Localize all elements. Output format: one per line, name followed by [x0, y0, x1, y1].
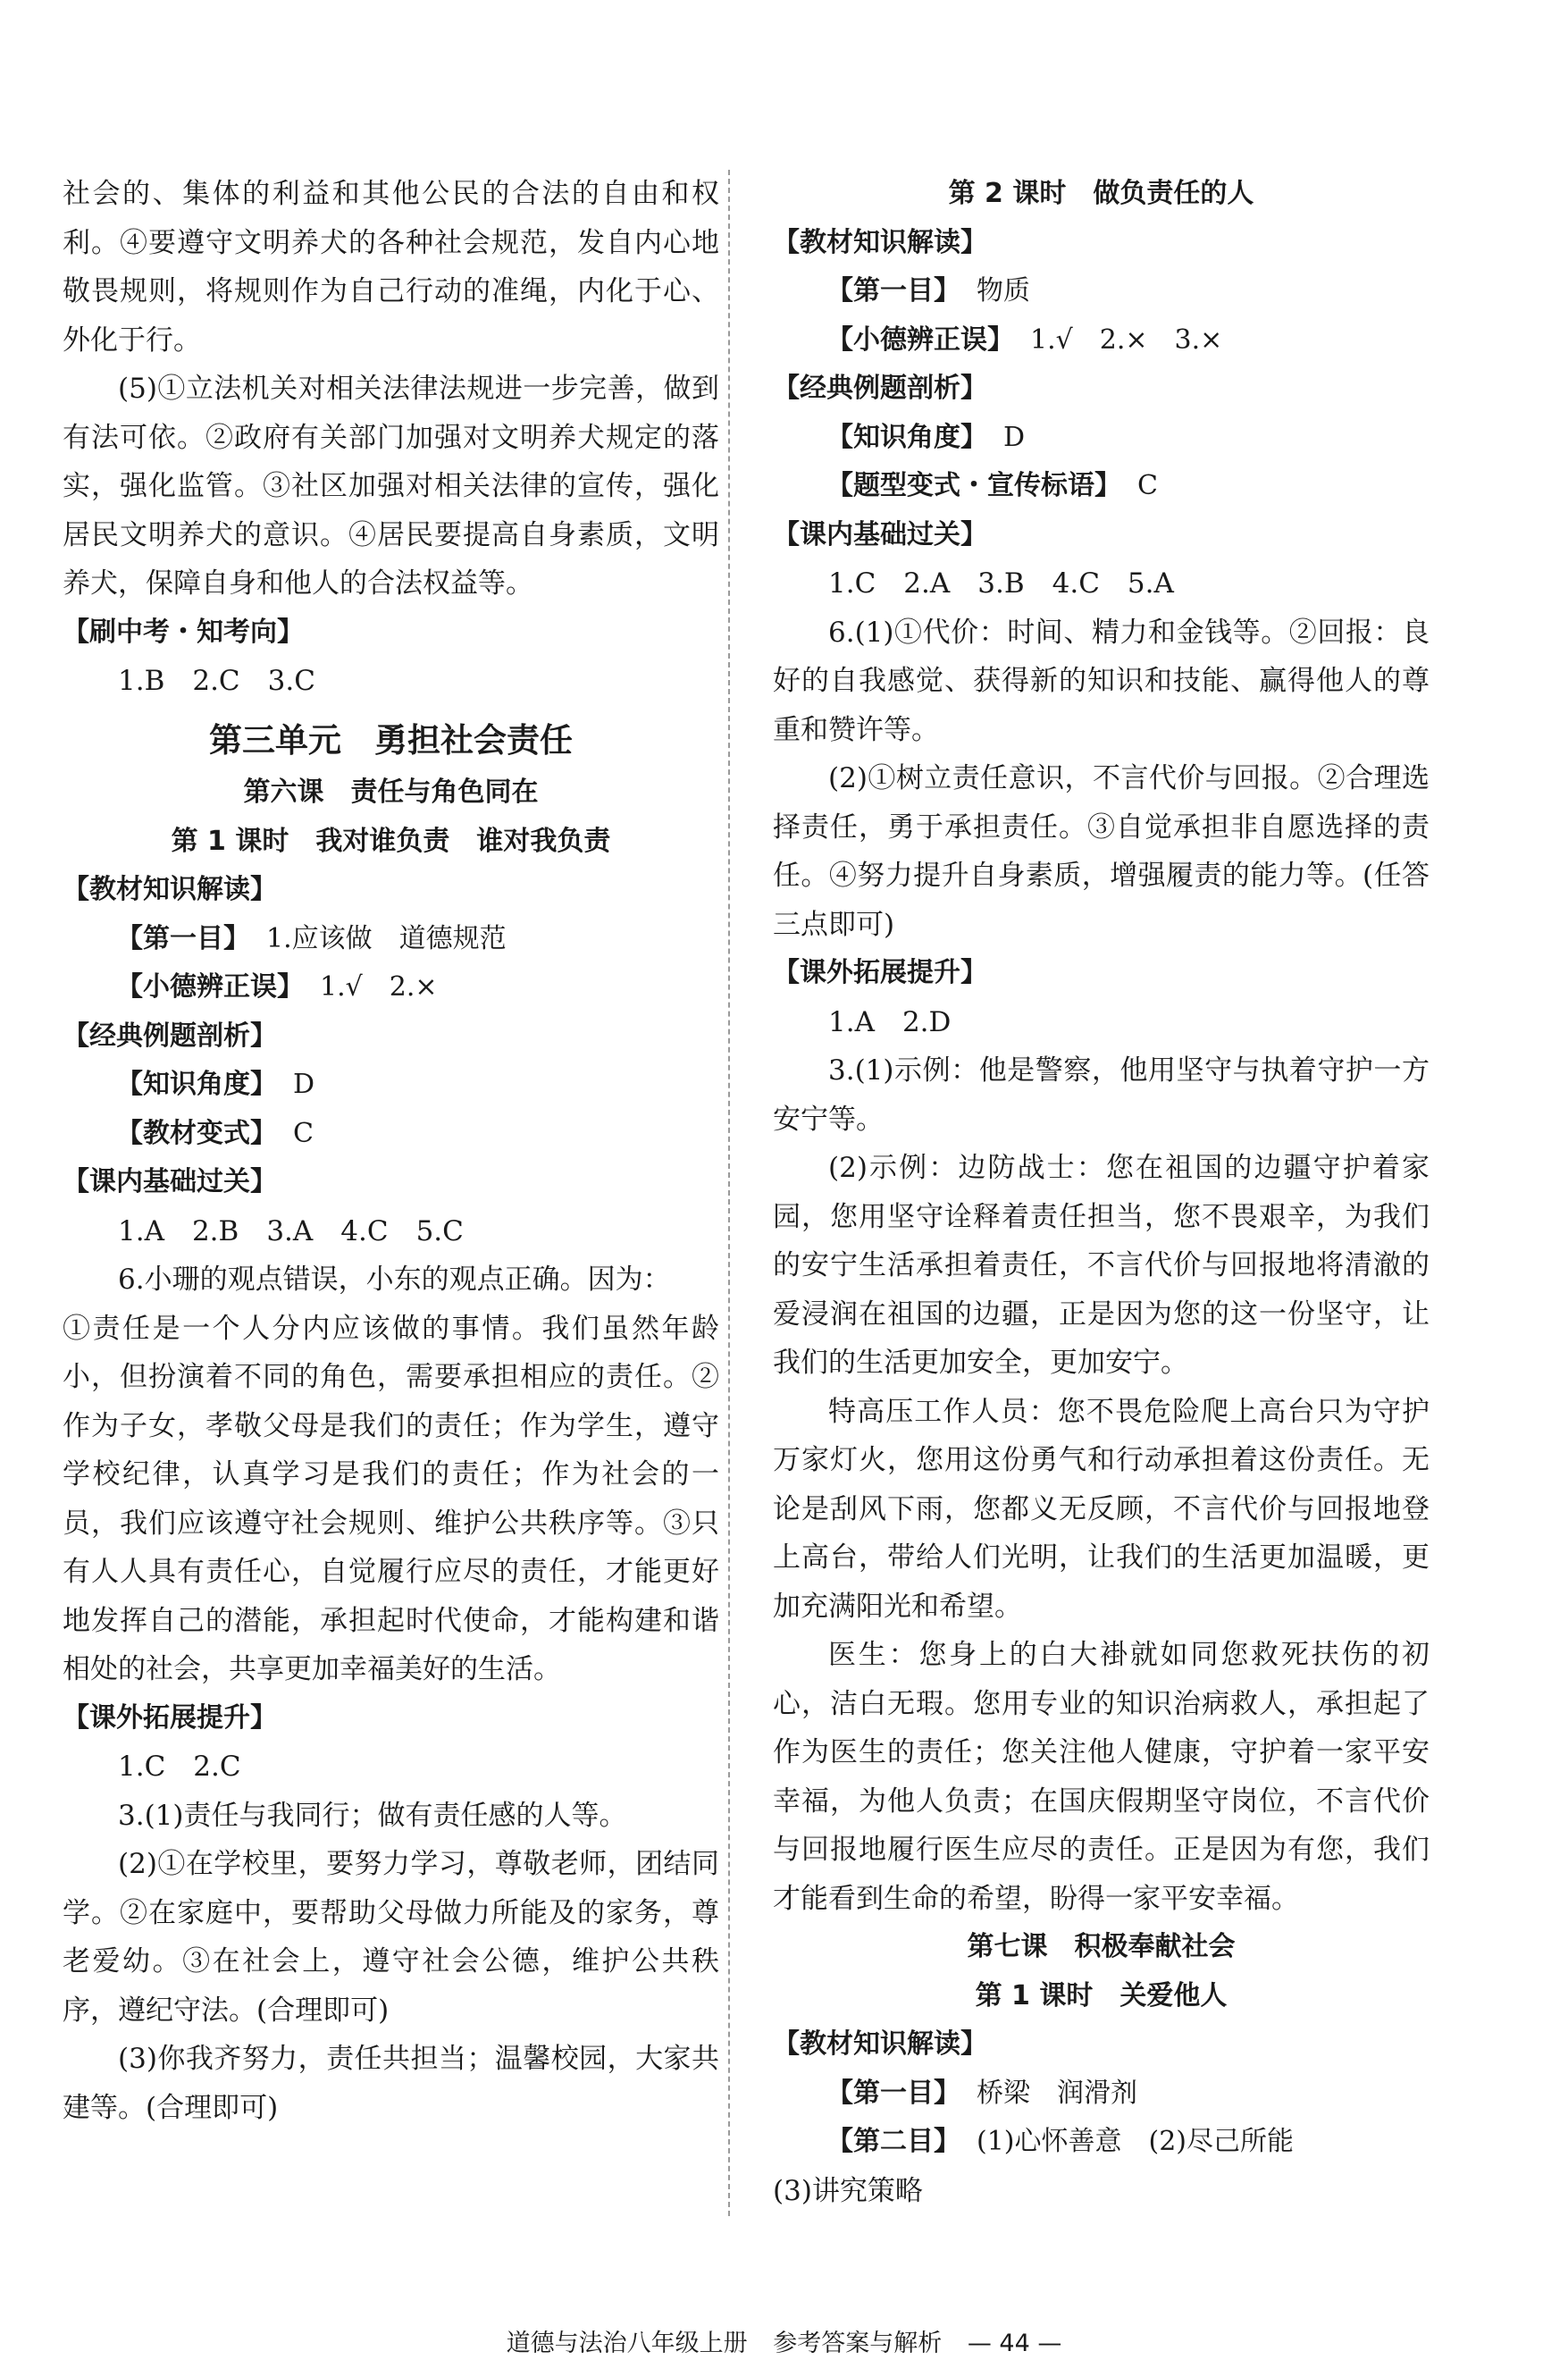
item-slogan-variant: 【题型变式・宣传标语】 C	[826, 470, 1158, 501]
period-7-1-title: 第 1 课时 关爱他人	[975, 1979, 1228, 2011]
q3-part-2-r: (2)示例：边防战士：您在祖国的边疆守护着家园，您用坚守诠释着责任担当，您不畏艰辛，为我们的安宁生活承担着责任，不言代价与回报地将清澈的爱浸润在祖国的边疆，正是因为您的这一份坚守，让我们的生活更加安全，更加安宁。	[773, 1152, 1430, 1379]
item-first-r2: 【第一目】 桥梁 润滑剂	[826, 2077, 1137, 2109]
footer-section: 参考答案与解析	[773, 2330, 943, 2357]
extension-answers: 1.C 2.C	[118, 1751, 241, 1783]
page-footer	[0, 2323, 1568, 2358]
heading-exam: 【刷中考・知考向】	[63, 616, 304, 648]
heading-textbook-r: 【教材知识解读】	[773, 226, 987, 258]
right-column	[773, 170, 1430, 2215]
heading-extension: 【课外拓展提升】	[63, 1701, 277, 1734]
item-right-wrong: 【小德辨正误】 1.√ 2.×	[116, 971, 438, 1003]
item-knowledge-angle: 【知识角度】 D	[116, 1069, 315, 1100]
q6-body: ①责任是一个人分内应该做的事情。我们虽然年龄小，但扮演着不同的角色，需要承担相应的责任。②作为子女，孝敬父母是我们的责任；作为学生，遵守学校纪律，认真学习是我们的责任；作为社会的一员，我们应该遵守社会规则、维护公共秩序等。③只有人人具有责任心，自觉履行应尽的责任，才能更好地发挥自己的潜能，承担起时代使命，才能构建和谐相处的社会，共享更加幸福美好的生活。	[63, 1312, 719, 1685]
heading-textbook-r2: 【教材知识解读】	[773, 2028, 987, 2060]
period-2-title: 第 2 课时 做负责任的人	[948, 178, 1254, 209]
item-second-r2: 【第二目】 (1)心怀善意 (2)尽己所能	[826, 2126, 1294, 2157]
item-second-cont: (3)讲究策略	[773, 2174, 923, 2207]
q3-part-1-r: 3.(1)示例：他是警察，他用坚守与执着守护一方安宁等。	[773, 1054, 1430, 1136]
item-textbook-variant: 【教材变式】 C	[116, 1117, 314, 1149]
exam-answers: 1.B 2.C 3.C	[118, 665, 315, 697]
q3-part-4-r: 医生：您身上的白大褂就如同您救死扶伤的初心，洁白无瑕。您用专业的知识治病救人，承担起了作为医生的责任；您关注他人健康，守护着一家平安幸福，为他人负责；在国庆假期坚守岗位，不言代价与回报地履行医生应尽的责任。正是因为有您，我们才能看到生命的希望，盼得一家平安幸福。	[773, 1639, 1430, 1915]
heading-classic: 【经典例题剖析】	[63, 1020, 277, 1052]
heading-classic-r: 【经典例题剖析】	[773, 373, 987, 404]
heading-basic-r: 【课内基础过关】	[773, 518, 987, 550]
heading-basic: 【课内基础过关】	[63, 1166, 277, 1197]
unit-title: 第三单元 勇担社会责任	[209, 720, 573, 760]
left-para-2: (5)①立法机关对相关法律法规进一步完善，做到有法可依。②政府有关部门加强对文明养犬规定的落实，强化监管。③社区加强对相关法律的宣传，强化居民文明养犬的意识。④居民要提高自身素质，文明养犬，保障自身和他人的合法权益等。	[63, 373, 719, 600]
q3-part-2: (2)①在学校里，要努力学习，尊敬老师，团结同学。②在家庭中，要帮助父母做力所能及的家务，尊老爱幼。③在社会上，遵守社会公德，维护公共秩序，遵纪守法。(合理即可)	[63, 1848, 719, 2027]
item-first: 【第一目】 1.应该做 道德规范	[116, 922, 507, 954]
q6-part-1: 6.(1)①代价：时间、精力和金钱等。②回报：良好的自我感觉、获得新的知识和技能、赢得他人的尊重和赞许等。	[773, 616, 1430, 746]
basic-answers-r: 1.C 2.A 3.B 4.C 5.A	[828, 567, 1174, 600]
q6-part-2: (2)①树立责任意识，不言代价与回报。②合理选择责任，勇于承担责任。③自觉承担非自愿选择的责任。④努力提升自身素质，增强履责的能力等。(任答三点即可)	[773, 762, 1430, 941]
heading-textbook: 【教材知识解读】	[63, 874, 277, 905]
lesson-6-title: 第六课 责任与角色同在	[243, 777, 539, 808]
q6-lead: 6.小珊的观点错误，小东的观点正确。因为：	[118, 1264, 671, 1296]
left-para-1: 社会的、集体的利益和其他公民的合法的自由和权利。④要遵守文明养犬的各种社会规范，发自内心地敬畏规则，将规则作为自己行动的准绳，内化于心、外化于行。	[63, 178, 719, 357]
q3-part-1: 3.(1)责任与我同行；做有责任感的人等。	[118, 1799, 627, 1832]
item-right-wrong-r: 【小德辨正误】 1.√ 2.× 3.×	[826, 323, 1223, 356]
item-first-r: 【第一目】 物质	[826, 275, 1030, 306]
column-divider	[728, 170, 730, 2216]
footer-book-title: 道德与法治八年级上册	[506, 2330, 748, 2357]
extension-answers-r: 1.A 2.D	[828, 1005, 952, 1038]
left-column	[63, 170, 719, 2132]
heading-extension-r: 【课外拓展提升】	[773, 957, 987, 988]
lesson-7-title: 第七课 积极奉献社会	[967, 1931, 1236, 1962]
q3-part-3-r: 特高压工作人员：您不畏危险爬上高台只为守护万家灯火，您用这份勇气和行动承担着这份责任。无论是刮风下雨，您都义无反顾，不言代价与回报地登上高台，带给人们光明，让我们的生活更加温暖，更加充满阳光和希望。	[773, 1395, 1430, 1623]
q3-part-3: (3)你我齐努力，责任共担当；温馨校园，大家共建等。(合理即可)	[63, 2043, 719, 2124]
footer-page-number: — 44 —	[967, 2330, 1062, 2357]
item-knowledge-angle-r: 【知识角度】 D	[826, 421, 1026, 453]
basic-answers: 1.A 2.B 3.A 4.C 5.C	[118, 1214, 464, 1247]
period-1-title: 第 1 课时 我对谁负责 谁对我负责	[171, 825, 611, 857]
